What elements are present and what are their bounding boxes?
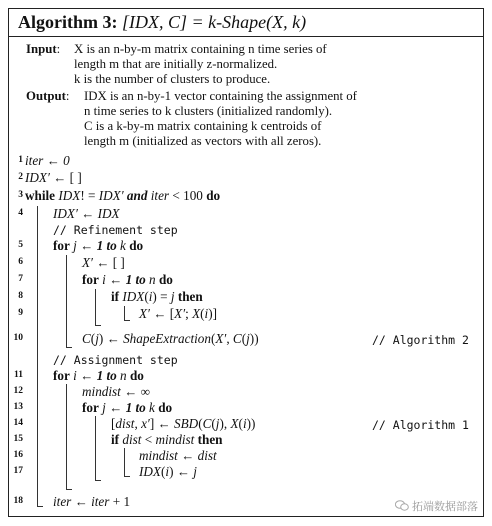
code-line-3: while IDX! = IDX′ and iter < 100 do: [25, 188, 221, 203]
output-line-2: n time series to k clusters (initialized randomly).: [84, 104, 333, 118]
line-number: 10: [13, 333, 23, 343]
watermark-text: 拓端数据部落: [412, 500, 478, 513]
scope-bar-if: [124, 306, 125, 320]
code-line-12: mindist ← ∞: [82, 384, 151, 399]
line-number: 5: [18, 240, 23, 250]
code-line-11: for i ← 1 to n do: [53, 368, 144, 383]
code-line-16: mindist ← dist: [139, 448, 217, 463]
scope-foot-for-j: [66, 347, 72, 348]
input-label: Input:: [26, 42, 61, 56]
comment-algorithm-1: // Algorithm 1: [372, 418, 469, 432]
input-line-3: k is the number of clusters to produce.: [74, 72, 271, 86]
line-number: 14: [13, 418, 23, 428]
comment-algorithm-2: // Algorithm 2: [372, 333, 469, 347]
scope-foot-while: [37, 506, 43, 507]
algorithm-title: [18, 12, 306, 33]
code-line-15: if dist < mindist then: [111, 432, 223, 447]
line-number: 12: [13, 386, 23, 396]
line-number: 15: [13, 434, 23, 444]
scope-bar-for-j-2: [95, 416, 96, 480]
code-line-2: IDX′ ← [ ]: [25, 170, 82, 185]
scope-foot-for-i: [95, 325, 101, 326]
algorithm-box: [8, 8, 484, 517]
code-line-14: [dist, x′] ← SBD(C(j), X(i)): [111, 416, 256, 431]
scope-bar-if-2: [124, 448, 125, 476]
input-line-1: X is an n-by-m matrix containing n time series of: [74, 42, 327, 56]
code-line-8: if IDX(i) = j then: [111, 289, 203, 304]
algorithm-signature: [IDX, C] = k-Shape(X, k): [121, 12, 307, 32]
code-line-7: for i ← 1 to n do: [82, 272, 173, 287]
line-number: 17: [13, 466, 23, 476]
watermark: [395, 498, 478, 514]
line-number: 13: [13, 402, 23, 412]
scope-bar-for-i-2: [66, 384, 67, 489]
code-line-1: iter ← 0: [25, 153, 70, 168]
output-label: Output:: [26, 89, 70, 103]
code-line-10: C(j) ← ShapeExtraction(X′, C(j)): [82, 331, 259, 346]
code-line-13: for j ← 1 to k do: [82, 400, 173, 415]
code-line-5: for j ← 1 to k do: [53, 238, 144, 253]
line-number: 8: [18, 291, 23, 301]
line-number: 1: [18, 155, 23, 165]
line-number: 3: [18, 190, 23, 200]
scope-foot-if-2: [124, 476, 130, 477]
scope-bar-for-j: [66, 255, 67, 347]
scope-bar-while: [37, 206, 38, 506]
scope-foot-for-j-2: [95, 480, 101, 481]
line-number: 11: [14, 370, 23, 380]
line-number: 6: [18, 257, 23, 267]
code-line-4: IDX′ ← IDX: [53, 206, 120, 221]
code-line-18: iter ← iter + 1: [53, 494, 131, 509]
line-number: 4: [18, 208, 23, 218]
output-line-4: length m (initialized as vectors with all zeros).: [84, 134, 322, 148]
scope-foot-if: [124, 320, 130, 321]
line-number: 16: [13, 450, 23, 460]
comment-refinement: // Refinement step: [53, 223, 178, 237]
input-line-2: length m that are initially z-normalized.: [74, 57, 278, 71]
code-line-9: X′ ← [X′; X(i)]: [139, 306, 217, 321]
algorithm-label: Algorithm 3:: [18, 12, 118, 32]
code-line-6: X′ ← [ ]: [82, 255, 125, 270]
line-number: 18: [13, 496, 23, 506]
output-line-3: C is a k-by-m matrix containing k centroids of: [84, 119, 322, 133]
comment-assignment: // Assignment step: [53, 353, 178, 367]
wechat-icon: [395, 500, 409, 511]
line-number: 7: [18, 274, 23, 284]
line-number: 2: [18, 172, 23, 182]
output-line-1: IDX is an n-by-1 vector containing the assignment of: [84, 89, 357, 103]
code-line-17: IDX(i) ← j: [139, 464, 197, 479]
line-number: 9: [18, 308, 23, 318]
scope-bar-for-i: [95, 289, 96, 325]
algorithm-title-bar: [9, 9, 483, 37]
scope-foot-for-i-2: [66, 489, 72, 490]
